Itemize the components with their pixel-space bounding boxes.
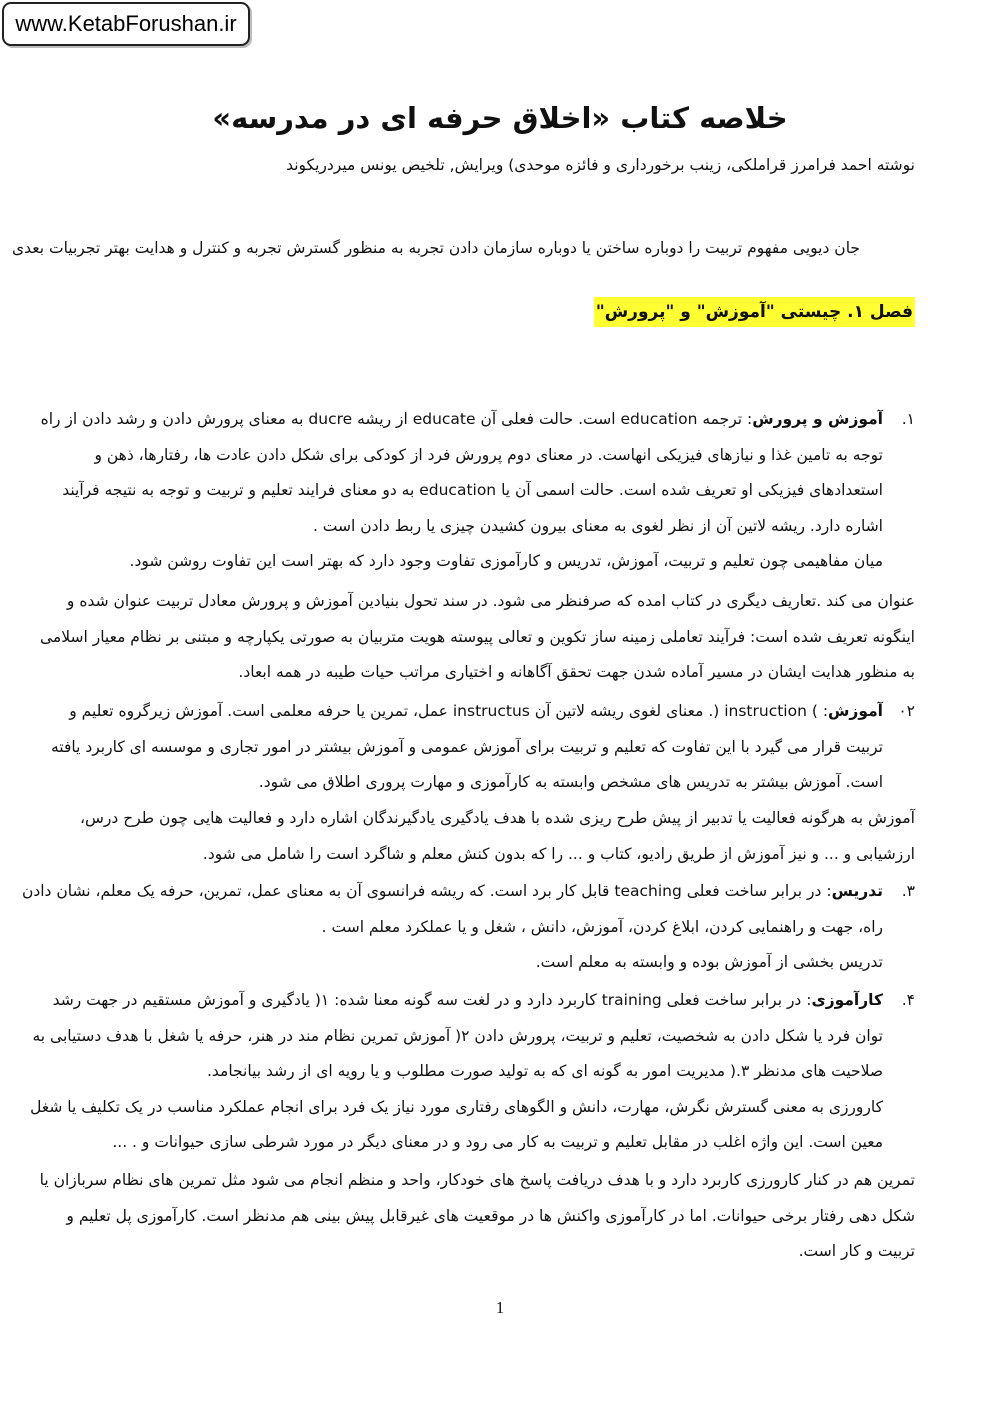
section-3-number: ۳.: [901, 882, 915, 900]
section-2-line-2: تربیت قرار می گیرد با این تفاوت که تعلیم و تربیت برای آموزش عمومی و آموزش بیشتر در امور تجاری و موسسه ای کاربرد یافته: [50, 737, 883, 756]
section-2-line-1: [51, 694, 915, 730]
website-watermark-badge: www.KetabForushan.ir: [2, 2, 250, 46]
section-4-line-4: کارورزی به معنی گسترش نگرش، مهارت، دانش و الگوهای رفتاری مورد نیاز یک فرد برای انجام عملکرد مناسب در یک تکلیف یا شغل: [30, 1097, 883, 1116]
section-1-line-2: توجه به تامین غذا و نیازهای فیزیکی انهاست. در معنای دوم پرورش فرد از کودکی برای شکل دادن عادت ها، رفتارها، ذهن و: [94, 445, 883, 464]
section-3-line-2: راه، جهت و راهنمایی کردن، ابلاغ کردن، آموزش، دانش ، شغل و یا عملکرد معلم است .: [321, 917, 883, 936]
section-1-extra-line-3: به منظور هدایت ایشان در مسیر آماده شدن جهت تحقق آگاهانه و اختیاری مراتب حیات طیبه در همه ابعاد.: [238, 663, 915, 681]
author-byline: نوشته احمد فرامرز قراملکی، زینب برخورداری و فائزه موحدی) ویرایش, تلخیص یونس میردریکوند: [286, 156, 915, 174]
section-4-extra-line-2: شکل دهی رفتار برخی حیوانات. اما در کارآموزی واکنش ها در موقعیت های غیرقابل پیش بینی هم مدنظر است. کارآموزی پل تعلیم و: [66, 1206, 915, 1225]
section-4-term: کارآموزی: [811, 991, 883, 1009]
section-1-extra-block: [40, 584, 915, 691]
section-1-extra-line-1: عنوان می کند .تعاریف دیگری در کتاب امده که صرفنظر می شود. در سند تحول بنیادین آموزش و پرورش معادل تربیت عنوان شده و: [66, 592, 915, 610]
section-1-term: آموزش و پرورش: [752, 410, 883, 428]
section-4-extra-line-1: تمرین هم در کنار کارورزی کاربرد دارد و با هدف دریافت پاسخ های خودکار، واحد و منظم انجام می شود مثل تمرین های نظام سربازان یا: [39, 1171, 915, 1189]
document-title: خلاصه کتاب «اخلاق حرفه ای در مدرسه»: [212, 101, 788, 135]
section-1-block: [41, 402, 915, 580]
section-2-term: آموزش: [828, 702, 883, 720]
section-2-number: ۰۲: [898, 702, 915, 720]
section-2-extra-line-2: ارزشیابی و ... و نیز آموزش از طریق رادیو، کتاب و ... را که بدون کنش معلم و شاگرد است را شامل می شود.: [202, 844, 915, 863]
section-3-term: تدریس: [831, 882, 883, 900]
section-4-block: [30, 983, 915, 1161]
section-2-line-1-text: : ) instruction (. معنای لغوی ریشه لاتین آن instructus عمل، تمرین یا حرفه معلمی است. آموزش زیرگروه تعلیم و: [69, 702, 829, 720]
section-1-line-3: استعدادهای فیزیکی او تعریف شده است. حالت اسمی آن یا education به دو معنای فرایند تعلیم و تربیت و توجه به نتیجه فرآیند: [62, 481, 883, 499]
section-4-extra-block: [40, 1163, 915, 1270]
section-4-line-1-text: : در برابر ساخت فعلی training کاربرد دارد و در لغت سه گونه معنا شده: ۱( یادگیری و آموزش مستقیم در جهت رشد: [52, 991, 812, 1009]
section-1-line-4: اشاره دارد. ریشه لاتین آن از نظر لغوی به معنای بیرون کشیدن چیزی یا ربط دادن است .: [312, 516, 883, 535]
section-4-number: ۴.: [901, 991, 915, 1009]
section-4-line-5: معین است. این واژه اغلب در مقابل تعلیم و تربیت به کار می رود و در معنای دیگر در مورد شرطی سازی حیوانات و . ...: [112, 1133, 883, 1151]
page-number: 1: [495, 1298, 505, 1317]
intro-paragraph: جان دیویی مفهوم تربیت را دوباره ساختن یا دوباره سازمان دادن تجربه به منظور گسترش تجربه و کنترل و هدایت بهتر تجربیات بعدی: [11, 239, 860, 257]
section-3-line-1: [22, 874, 915, 910]
section-2-extra-block: [80, 801, 915, 872]
section-2-line-3: است. آموزش بیشتر به تدریس های مشخص وابسته به کارآموزی و مهارت پروری اطلاق می شود.: [258, 773, 883, 791]
chapter-heading: فصل ۱. چیستی "آموزش" و "پرورش": [594, 297, 915, 327]
section-2-block: [51, 694, 915, 801]
section-1-line-1: [41, 402, 915, 438]
section-4-line-3: صلاحیت های مدنظر ۳.( مدیریت امور به گونه ای که به تولید صورت مطلوب و یا رویه ای از رشد بیانجامد.: [206, 1062, 883, 1080]
section-2-extra-line-1: آموزش به هرگونه فعالیت یا تدبیر از پیش طرح ریزی شده با هدف یادگیری یادگیرندگان اشاره دارد و فعالیت هایی چون طرح درس،: [79, 809, 915, 827]
section-3-line-3: تدریس بخشی از آموزش بوده و وابسته به معلم است.: [535, 953, 883, 971]
section-1-number: ۱.: [901, 410, 915, 428]
section-3-line-1-text: : در برابر ساخت فعلی teaching قابل کار برد است. که ریشه فرانسوی آن به معنای عمل، تمرین، حرفه یک معلم، نشان دادن: [21, 882, 832, 900]
section-4-line-2: توان فرد یا شکل دادن به شخصیت، تعلیم و تربیت، پرورش دادن ۲( آموزش تمرین نظام مند در هنر، حرفه یا شغل با هدف دستیابی به: [32, 1026, 883, 1045]
section-1-extra-line-2: اینگونه تعریف شده است: فرآیند تعاملی زمینه ساز تکوین و تعالی پیوسته هویت متربیان به صورتی یکپارچه و مبتنی بر نظام معیار اسلامی: [40, 627, 915, 646]
section-4-line-1: [30, 983, 915, 1019]
section-4-extra-line-3: تربیت و کار است.: [798, 1242, 915, 1260]
section-1-line-5: میان مفاهیمی چون تعلیم و تربیت، آموزش، تدریس و کارآموزی تفاوت وجود دارد که بهتر است این تفاوت روشن شود.: [129, 552, 883, 570]
section-3-block: [22, 874, 915, 981]
section-1-line-1-text: : ترجمه education است. حالت فعلی آن educate از ریشه ducre به معنای پرورش دادن و رشد دادن از راه: [40, 410, 753, 428]
